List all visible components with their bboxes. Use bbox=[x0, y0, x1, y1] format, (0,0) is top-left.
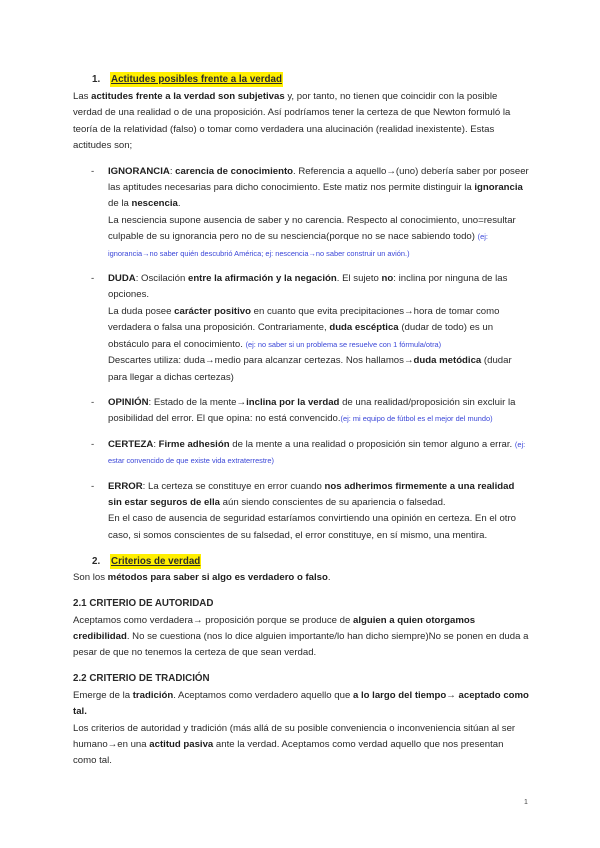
text-span: . Referencia a aquello→(uno) debería saber por poseer las aptitudes necesarias para dicho conocimiento. Este matiz nos permite distinguir la bbox=[108, 165, 529, 194]
bold-span: ignorancia bbox=[474, 182, 523, 194]
list-item-certeza bbox=[73, 437, 529, 470]
text-span: Los criterios de autoridad y tradición (más allá de su posible conveniencia o inconveniencia sitúan al ser humano→en una bbox=[73, 722, 516, 750]
bold-span: DUDA bbox=[108, 273, 136, 285]
subsection-2-2-title: 2.2 CRITERIO DE TRADICIÓN bbox=[73, 672, 210, 684]
bold-span: IGNORANCIA bbox=[108, 165, 170, 177]
section-1-heading bbox=[92, 72, 529, 87]
text-span: de la mente a una realidad o proposición sin temor alguno a errar. bbox=[229, 438, 515, 450]
text-span: : La certeza se constituye en error cuando bbox=[142, 480, 325, 492]
text-span: : Estado de la mente→ bbox=[148, 396, 247, 408]
list-dash: - bbox=[91, 438, 95, 450]
text-span: En el caso de ausencia de seguridad estaríamos convirtiendo una opinión en certeza. En el otro caso, si somos conscientes de su falsedad, el error constituye, en sí mismo, una mentira. bbox=[108, 513, 516, 541]
bold-span: no bbox=[381, 273, 394, 285]
text-span: : inclina por ninguna de las opciones. bbox=[108, 273, 508, 301]
bold-span: nos adherimos firmemente a una realidad sin estar seguros de ella bbox=[108, 480, 515, 508]
bold-span: inclina por la verdad bbox=[246, 396, 340, 408]
bold-span: CERTEZA bbox=[108, 438, 154, 450]
text-span: : bbox=[169, 165, 176, 177]
list-dash: - bbox=[91, 165, 95, 177]
list-dash: - bbox=[91, 480, 95, 492]
example-note: (ej: mi equipo de fútbol es el mejor del mundo) bbox=[340, 414, 493, 424]
text-span: aún siendo conscientes de su apariencia o falsedad. bbox=[219, 496, 446, 508]
text-span: La duda posee bbox=[108, 305, 175, 317]
text-span: Las bbox=[73, 91, 92, 102]
list-item-ignorancia bbox=[73, 164, 529, 262]
text-span: Son los bbox=[73, 572, 108, 584]
subsection-2-2-body-2 bbox=[73, 721, 529, 770]
page-number: 1 bbox=[524, 799, 528, 806]
text-span: . Aceptamos como verdadero aquello que bbox=[173, 689, 353, 701]
subsection-2-1-title: 2.1 CRITERIO DE AUTORIDAD bbox=[73, 597, 214, 609]
text-span: y, por tanto, no tienen que coincidir con la posible verdad de una realidad o de una proposición. Así podríamos tener la certeza de que Newton formuló la teoría de la relatividad (falso) o tomar como verdadera una alucinación (realidad inexistente). Estas actitudes son; bbox=[73, 91, 511, 152]
bold-span: Firme adhesión bbox=[158, 438, 230, 450]
section-2-number: 2. bbox=[92, 556, 101, 568]
subsection-2-1-body bbox=[73, 613, 529, 662]
attitudes-list bbox=[73, 164, 529, 545]
list-dash: - bbox=[91, 273, 95, 285]
duda-descartes bbox=[108, 353, 529, 386]
text-span: . bbox=[327, 572, 331, 584]
bold-span: alguien a quien otorgamos credibilidad bbox=[73, 614, 476, 642]
bold-span: carencia de conocimiento bbox=[175, 165, 293, 177]
text-span: . bbox=[177, 198, 181, 210]
bold-span: métodos para saber si algo es verdadero o falso bbox=[107, 572, 328, 584]
bold-span: actitudes frente a la verdad son subjetivas bbox=[91, 91, 285, 102]
subsection-2-2-body-1 bbox=[73, 688, 529, 721]
opinion-definition bbox=[108, 395, 529, 428]
text-span: : bbox=[153, 438, 159, 450]
bold-span: entre la afirmación y la negación bbox=[187, 273, 337, 285]
text-span: (dudar para llegar a dichas certezas) bbox=[108, 355, 512, 383]
text-span: : Oscilación bbox=[135, 273, 188, 285]
ignorancia-definition bbox=[108, 164, 529, 213]
text-span: ante la verdad. Aceptamos como verdad aquello que nos presentan como tal. bbox=[73, 739, 504, 767]
bold-span: duda escéptica bbox=[329, 322, 399, 334]
error-definition bbox=[108, 479, 529, 512]
duda-definition bbox=[108, 271, 529, 304]
text-span: (dudar de todo) es un obstáculo para el conocimiento. bbox=[108, 322, 494, 350]
error-explanation bbox=[108, 511, 529, 544]
section-2-title: Criterios de verdad bbox=[111, 556, 201, 568]
text-span: de la bbox=[108, 198, 132, 210]
list-item-opinion bbox=[73, 395, 529, 428]
list-dash: - bbox=[91, 396, 95, 408]
text-span: Descartes utiliza: duda→medio para alcanzar certezas. Nos hallamos→ bbox=[108, 355, 414, 367]
text-span: de una realidad/proposición sin excluir la posibilidad del error. El que opina: no está convencido. bbox=[108, 396, 516, 425]
bold-span: actitud pasiva bbox=[149, 739, 214, 750]
section-2-heading bbox=[92, 554, 529, 569]
example-note: (ej: ignorancia→no saber quién descubrió América; ej: nescencia→no saber construir un avión.) bbox=[108, 232, 488, 258]
bold-span: duda metódica bbox=[413, 355, 482, 367]
example-note: (ej: no saber si un problema se resuelve con 1 fórmula/otra) bbox=[245, 339, 442, 349]
example-note: (ej: estar convencido de que existe vida extraterrestre) bbox=[108, 439, 526, 466]
bold-span: a lo largo del tiempo→ aceptado como tal. bbox=[73, 689, 529, 718]
section-1-intro bbox=[73, 89, 529, 155]
text-span: Emerge de la bbox=[73, 689, 133, 701]
text-span: La nesciencia supone ausencia de saber y no carencia. Respecto al conocimiento, uno=resultar culpable de su ignorancia pero no de su nesciencia(porque no se nace sabiendo todo) bbox=[108, 214, 516, 243]
section-2-intro bbox=[73, 570, 529, 586]
certeza-definition bbox=[108, 437, 529, 470]
duda-character bbox=[108, 304, 529, 353]
nesciencia-explanation bbox=[108, 213, 529, 262]
bold-span: carácter positivo bbox=[174, 305, 251, 317]
list-item-duda bbox=[73, 271, 529, 386]
section-1-title: Actitudes posibles frente a la verdad bbox=[111, 74, 282, 85]
text-span: . El sujeto bbox=[336, 273, 382, 285]
section-1-number: 1. bbox=[92, 74, 101, 85]
bold-span: OPINIÓN bbox=[108, 396, 149, 408]
document-page bbox=[73, 72, 529, 770]
text-span: . No se cuestiona (nos lo dice alguien importante/lo han dicho siempre)No se ponen en duda a pesar de que no tenemos la certeza de que sean verdad. bbox=[73, 630, 529, 659]
bold-span: ERROR bbox=[108, 480, 143, 492]
bold-span: tradición bbox=[132, 689, 174, 701]
bold-span: nescencia bbox=[131, 198, 178, 210]
text-span: en cuanto que evita precipitaciones→hora de tomar como verdadera o falsa una proposición. Contrariamente, bbox=[108, 305, 500, 334]
text-span: Aceptamos como verdadera→ proposición porque se produce de bbox=[73, 614, 353, 626]
list-item-error bbox=[73, 479, 529, 545]
